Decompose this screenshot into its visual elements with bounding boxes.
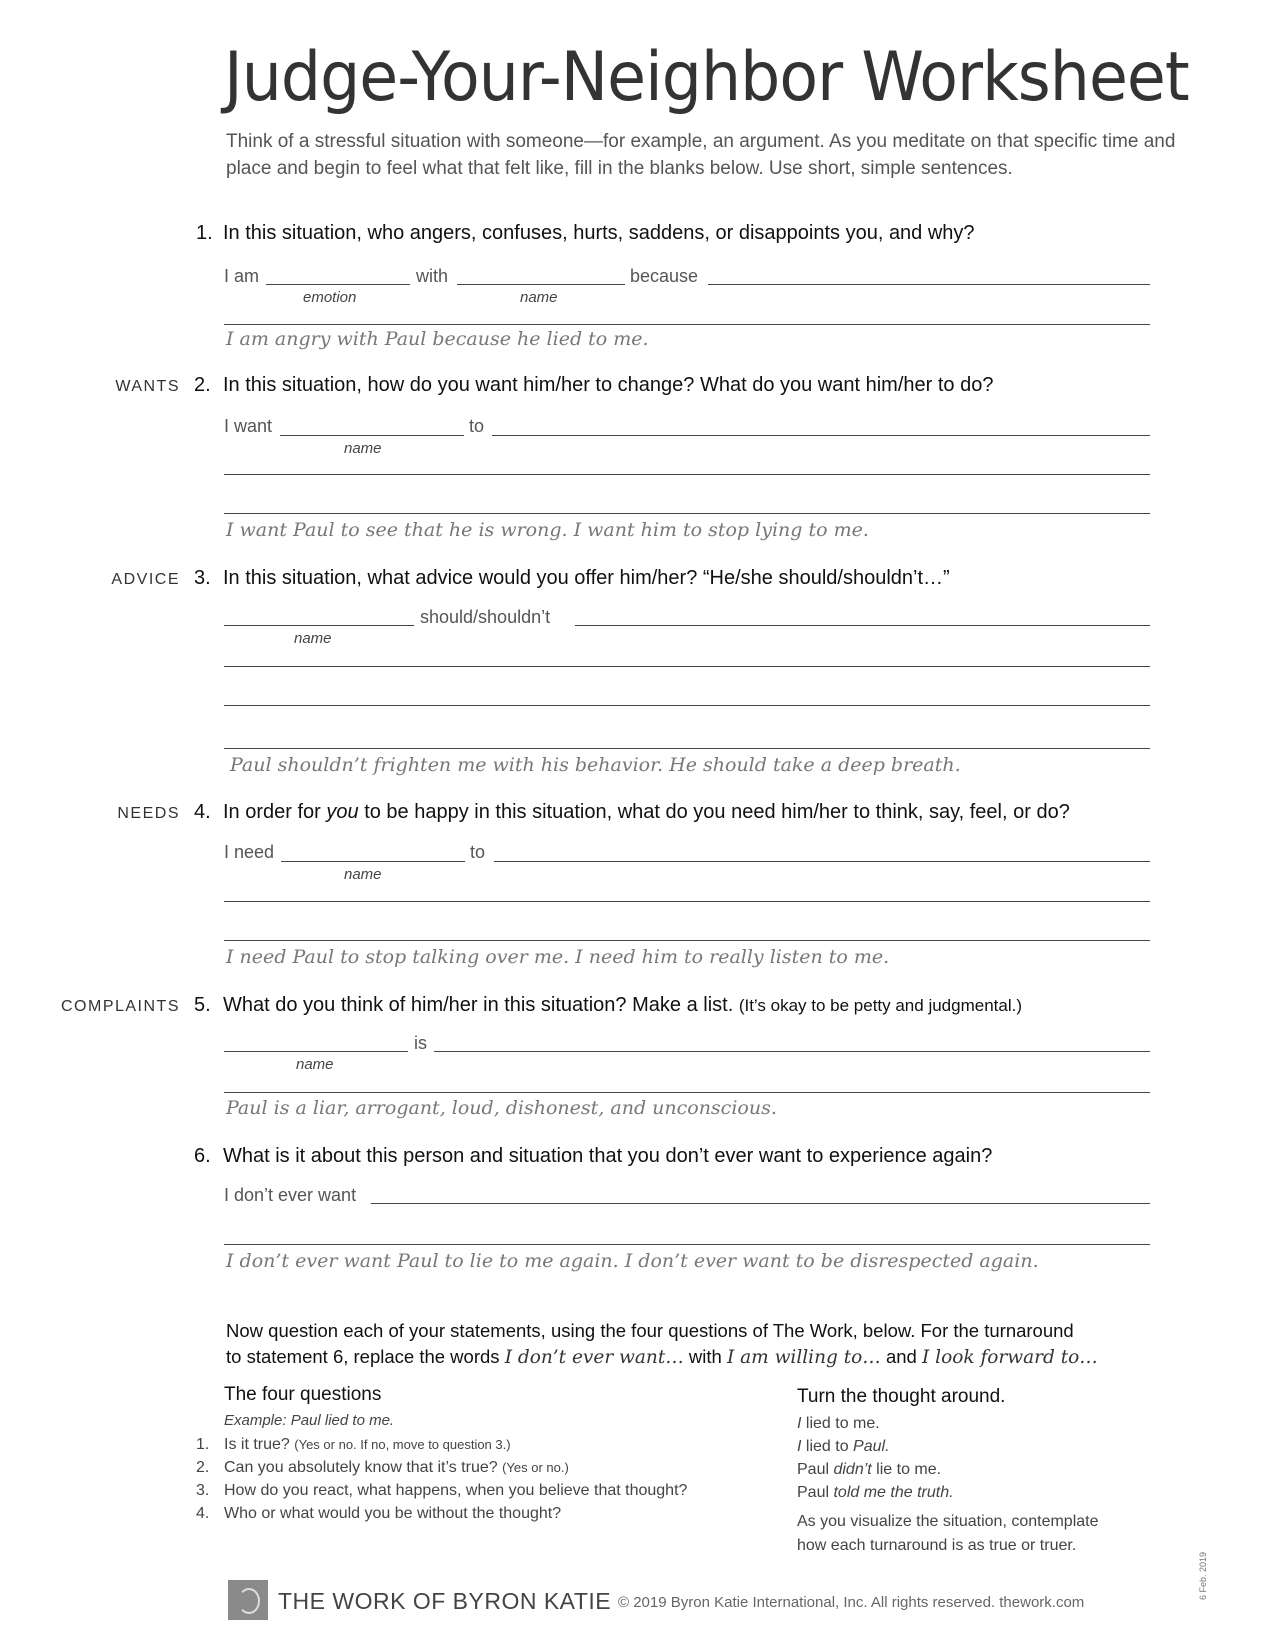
q6-question: What is it about this person and situation that you don’t ever want to experience again? — [223, 1145, 993, 1167]
q2-answer-line-1[interactable] — [224, 474, 1150, 475]
q4-i-need-label: I need — [224, 842, 275, 862]
q3-should-field[interactable] — [575, 625, 1150, 626]
turnaround-item: Paul didn’t lie to me. — [797, 1461, 942, 1478]
turnaround-item: Paul told me the truth. — [797, 1484, 954, 1501]
q6-i-dont-label: I don’t ever want — [224, 1185, 357, 1205]
q1-because-field[interactable] — [708, 284, 1150, 285]
wants-side-label: WANTS — [115, 378, 180, 395]
q2-number: 2. — [194, 374, 211, 396]
q4-name-field[interactable] — [281, 861, 465, 862]
q1-i-am-label: I am — [224, 266, 260, 286]
q5-number: 5. — [194, 994, 211, 1016]
turnaround-note-2: how each turnaround is as true or truer. — [797, 1537, 1077, 1554]
turnaround-list — [797, 1415, 1099, 1561]
q1-name-sublabel: name — [520, 289, 558, 306]
q2-to-field[interactable] — [492, 435, 1150, 436]
q2-name-field[interactable] — [280, 435, 464, 436]
question-item: 1. Is it true? (Yes or no. If no, move to question 3.) — [196, 1436, 511, 1453]
q6-answer-line[interactable] — [224, 1244, 1150, 1245]
q4-to-field[interactable] — [494, 861, 1150, 862]
q4-example: I need Paul to stop talking over me. I need him to really listen to me. — [226, 946, 890, 968]
question-item: 2. Can you absolutely know that it’s true? (Yes or no.) — [196, 1459, 569, 1476]
q1-with-label: with — [416, 266, 449, 286]
question-item: 3. How do you react, what happens, when you believe that thought? — [196, 1482, 688, 1499]
q6-i-dont-field[interactable] — [371, 1203, 1150, 1204]
turnaround-heading: Turn the thought around. — [797, 1386, 1006, 1407]
four-questions-list — [196, 1436, 687, 1528]
q5-question: What do you think of him/her in this situation? Make a list. (It’s okay to be petty and judgmental.) — [223, 994, 1022, 1016]
q2-i-want-label: I want — [224, 416, 273, 436]
q5-is-label: is — [414, 1033, 427, 1053]
q5-example: Paul is a liar, arrogant, loud, dishonest, and unconscious. — [226, 1097, 777, 1119]
q3-answer-line-1[interactable] — [224, 666, 1150, 667]
q2-answer-line-2[interactable] — [224, 513, 1150, 514]
q3-name-sublabel: name — [294, 630, 332, 647]
q1-answer-line[interactable] — [224, 324, 1150, 325]
q2-example: I want Paul to see that he is wrong. I want him to stop lying to me. — [226, 519, 869, 541]
q3-number: 3. — [194, 567, 211, 589]
four-questions-example: Example: Paul lied to me. — [224, 1412, 395, 1429]
q4-question: In order for you to be happy in this situation, what do you need him/her to think, say, feel, or do? — [223, 801, 1070, 823]
q4-name-sublabel: name — [344, 866, 382, 883]
q4-to-label: to — [470, 842, 486, 862]
turnaround-note-1: As you visualize the situation, contemplate — [797, 1513, 1099, 1530]
q3-example: Paul shouldn’t frighten me with his behavior. He should take a deep breath. — [230, 754, 961, 776]
q2-to-label: to — [469, 416, 485, 436]
q6-number: 6. — [194, 1145, 211, 1167]
q1-emotion-field[interactable] — [266, 284, 410, 285]
q5-name-field[interactable] — [224, 1051, 408, 1052]
q3-should-label: should/shouldn’t — [420, 607, 551, 627]
footer-brand: THE WORK OF BYRON KATIE — [278, 1588, 612, 1614]
q4-answer-line-1[interactable] — [224, 901, 1150, 902]
q1-question: In this situation, who angers, confuses, hurts, saddens, or disappoints you, and why? — [223, 222, 975, 244]
q4-number: 4. — [194, 801, 211, 823]
q1-emotion-sublabel: emotion — [303, 289, 357, 306]
footer-date: 6 Feb. 2019 — [1198, 1551, 1208, 1600]
q3-answer-line-3[interactable] — [224, 748, 1150, 749]
four-questions-heading: The four questions — [224, 1384, 382, 1405]
intro-text: Think of a stressful situation with someone—for example, an argument. As you meditate on that specific time and place and begin to feel what that felt like, fill in the blanks below. Use short, simple sentences. — [226, 131, 1176, 179]
q3-question: In this situation, what advice would you offer him/her? “He/she should/shouldn’t…” — [223, 567, 950, 589]
q2-question: In this situation, how do you want him/her to change? What do you want him/her to do? — [223, 374, 994, 396]
q3-name-field[interactable] — [224, 625, 414, 626]
footer-copyright: © 2019 Byron Katie International, Inc. All rights reserved. thework.com — [618, 1594, 1085, 1611]
q1-name-field[interactable] — [457, 284, 625, 285]
q5-answer-line[interactable] — [224, 1092, 1150, 1093]
q5-name-sublabel: name — [296, 1056, 334, 1073]
complaints-side-label: COMPLAINTS — [60, 998, 180, 1015]
q4-answer-line-2[interactable] — [224, 940, 1150, 941]
logo-arc-icon — [238, 1588, 260, 1614]
q1-because-label: because — [630, 266, 699, 286]
turnaround-item: I lied to me. — [797, 1415, 880, 1432]
q3-answer-line-2[interactable] — [224, 705, 1150, 706]
advice-side-label: ADVICE — [111, 571, 180, 588]
q1-number: 1. — [196, 222, 213, 244]
question-item: 4. Who or what would you be without the thought? — [196, 1505, 562, 1522]
turnaround-item: I lied to Paul. — [797, 1438, 890, 1455]
q1-example: I am angry with Paul because he lied to me. — [226, 328, 649, 350]
instructions-now: Now question each of your statements, using the four questions of The Work, below. For the turnaround to statement 6, replace the words I don’t ever want… with I am willing to… and I look forward to… — [226, 1320, 1098, 1368]
page-title: Judge-Your-Neighbor Worksheet — [224, 38, 1189, 117]
needs-side-label: NEEDS — [117, 805, 180, 822]
q2-name-sublabel: name — [344, 440, 382, 457]
q6-example: I don’t ever want Paul to lie to me again. I don’t ever want to be disrespected again. — [226, 1250, 1039, 1272]
q5-is-field[interactable] — [434, 1051, 1150, 1052]
